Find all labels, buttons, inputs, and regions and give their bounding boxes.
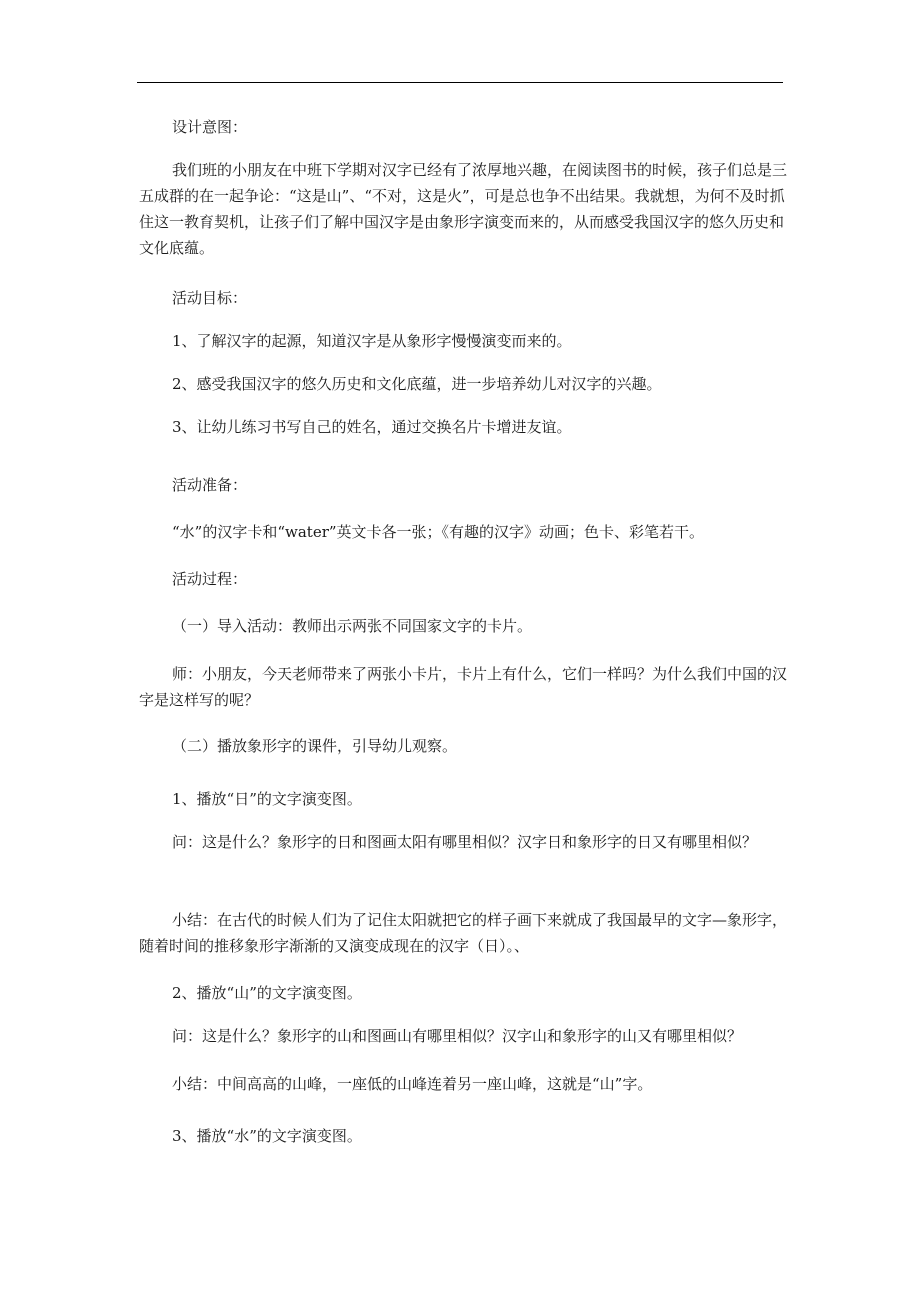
header-rule (137, 82, 783, 83)
process-step-1: （一）导入活动：教师出示两张不同国家文字的卡片。 (172, 617, 533, 635)
goal-item-2: 2、感受我国汉字的悠久历史和文化底蕴，进一步培养幼儿对汉字的兴趣。 (172, 375, 662, 393)
heading-activity-goals: 活动目标： (172, 289, 248, 307)
goal-item-3: 3、让幼儿练习书写自己的姓名，通过交换名片卡增进友谊。 (172, 418, 572, 436)
question-mountain: 问：这是什么？象形字的山和图画山有哪里相似？汉字山和象形字的山又有哪里相似？ (172, 1027, 743, 1045)
question-sun: 问：这是什么？象形字的日和图画太阳有哪里相似？汉字日和象形字的日又有哪里相似？ (172, 833, 758, 851)
sub-step-water: 3、播放“水”的文字演变图。 (172, 1127, 362, 1145)
process-step-2: （二）播放象形字的课件，引导幼儿观察。 (172, 737, 458, 755)
heading-activity-preparation: 活动准备： (172, 476, 248, 494)
teacher-dialogue: 师：小朋友，今天老师带来了两张小卡片，卡片上有什么，它们一样吗？为什么我们中国的汉字是这样写的呢？ (139, 665, 788, 709)
sub-step-sun: 1、播放“日”的文字演变图。 (172, 790, 362, 808)
goal-item-1: 1、了解汉字的起源，知道汉字是从象形字慢慢演变而来的。 (172, 332, 572, 350)
summary-mountain: 小结：中间高高的山峰，一座低的山峰连着另一座山峰，这就是“山”字。 (172, 1075, 653, 1093)
sub-step-mountain: 2、播放“山”的文字演变图。 (172, 984, 362, 1002)
preparation-text: “水”的汉字卡和“water”英文卡各一张；《有趣的汉字》动画；色卡、彩笔若干。 (172, 523, 705, 541)
heading-design-intent: 设计意图： (172, 118, 248, 136)
summary-sun: 小结：在古代的时候人们为了记住太阳就把它的样子画下来就成了我国最早的文字—象形字，随着时间的推移象形字渐渐的又演变成现在的汉字（日）。、 (139, 911, 788, 955)
paragraph-design-intent: 我们班的小朋友在中班下学期对汉字已经有了浓厚地兴趣，在阅读图书的时候，孩子们总是三五成群的在一起争论：“这是山”、“不对，这是火”，可是总也争不出结果。我就想，为何不及时抓住这一教育契机，让孩子们了解中国汉字是由象形字演变而来的，从而感受我国汉字的悠久历史和文化底蕴。 (139, 161, 788, 257)
heading-activity-process: 活动过程： (172, 570, 248, 588)
